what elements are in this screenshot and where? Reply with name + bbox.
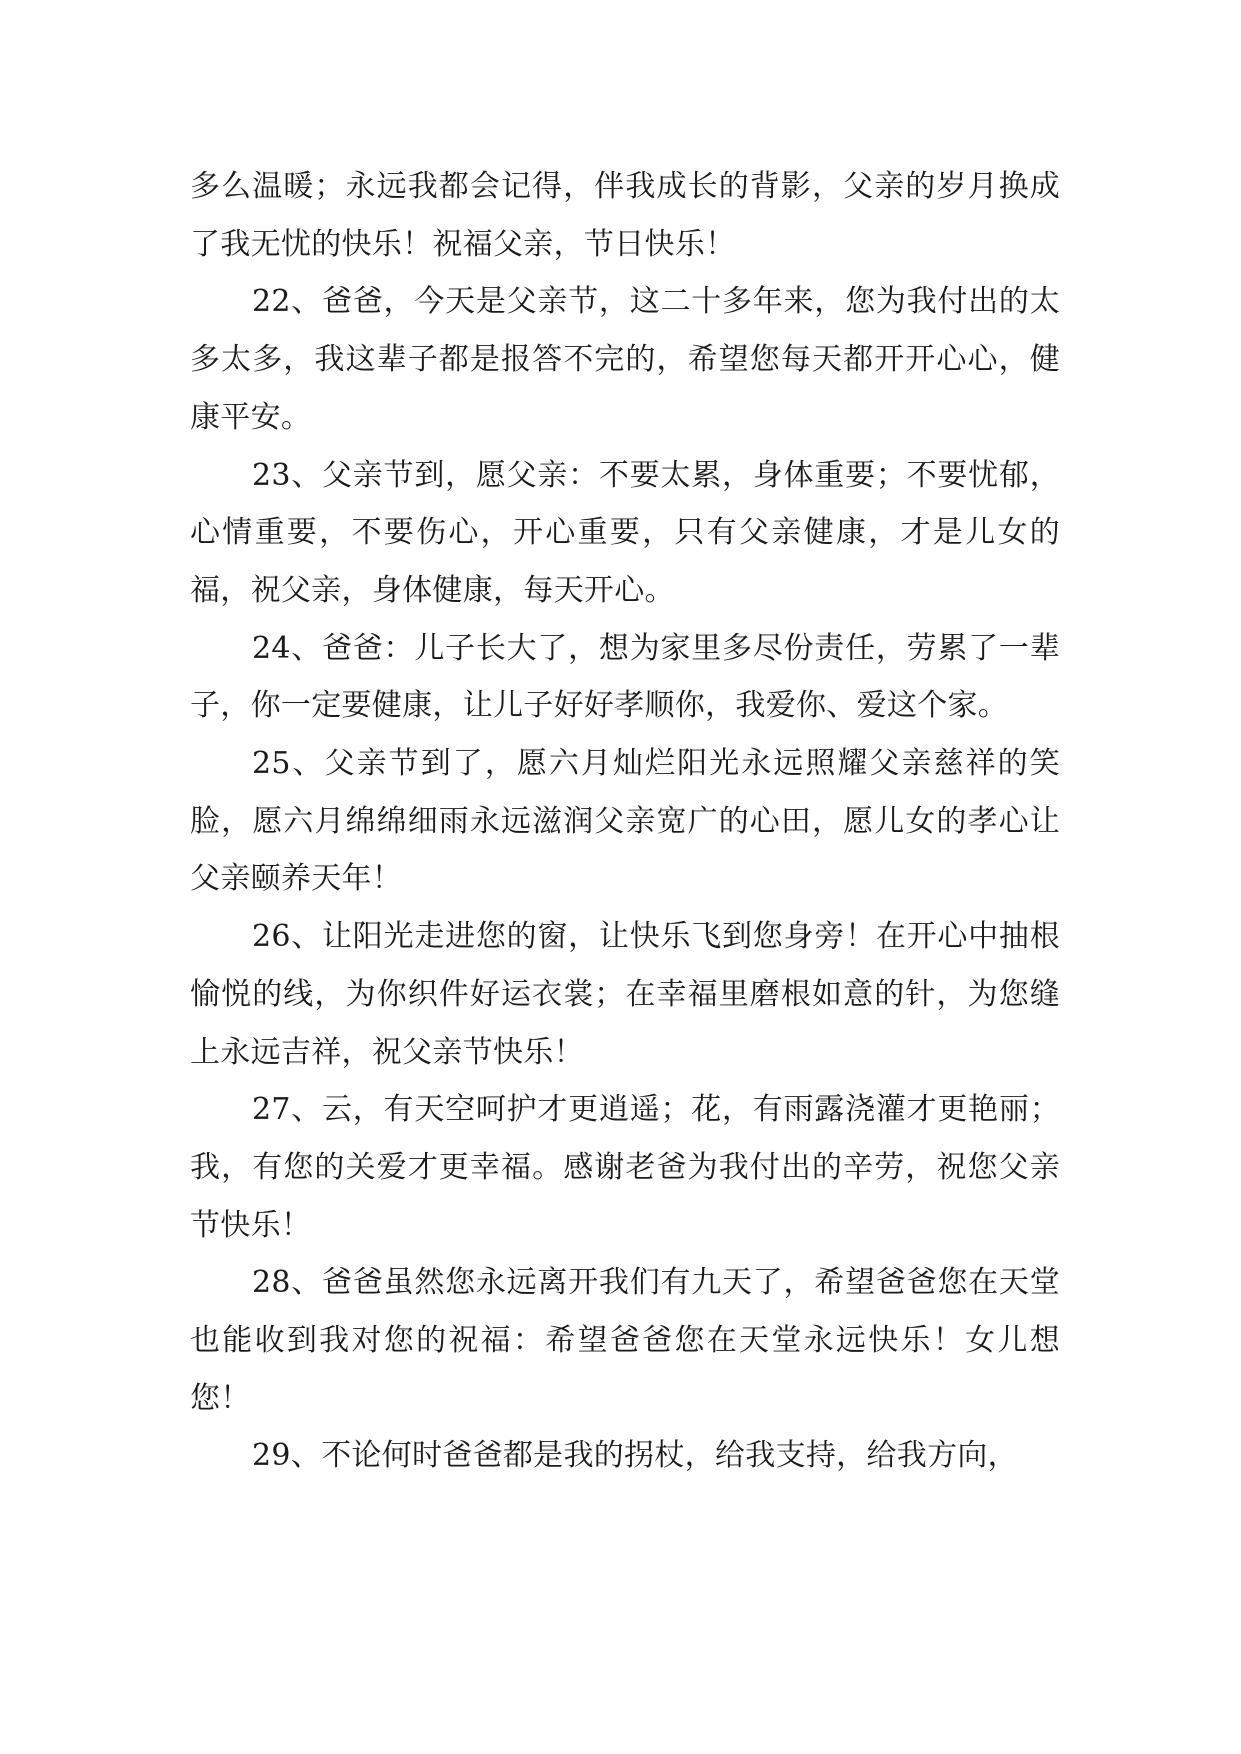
document-body <box>190 158 1060 1485</box>
paragraph-24: 24、爸爸：儿子长大了，想为家里多尽份责任，劳累了一辈子，你一定要健康，让儿子好好孝顺你，我爱你、爱这个家。 <box>190 630 1060 724</box>
paragraph-28: 28、爸爸虽然您永远离开我们有九天了，希望爸爸您在天堂也能收到我对您的祝福：希望爸爸您在天堂永远快乐！女儿想您！ <box>190 1265 1060 1416</box>
paragraph-26: 26、让阳光走进您的窗，让快乐飞到您身旁！在开心中抽根愉悦的线，为你织件好运衣裳；在幸福里磨根如意的针，为您缝上永远吉祥，祝父亲节快乐！ <box>190 919 1060 1070</box>
paragraph-25: 25、父亲节到了，愿六月灿烂阳光永远照耀父亲慈祥的笑脸，愿六月绵绵细雨永远滋润父亲宽广的心田，愿儿女的孝心让父亲颐养天年！ <box>190 746 1060 897</box>
paragraph-23: 23、父亲节到，愿父亲：不要太累，身体重要；不要忧郁，心情重要，不要伤心，开心重要，只有父亲健康，才是儿女的福，祝父亲，身体健康，每天开心。 <box>190 457 1060 608</box>
paragraph-continuation: 多么温暖；永远我都会记得，伴我成长的背影，父亲的岁月换成了我无忧的快乐！祝福父亲，节日快乐！ <box>190 169 1060 262</box>
paragraph-22: 22、爸爸，今天是父亲节，这二十多年来，您为我付出的太多太多，我这辈子都是报答不完的，希望您每天都开开心心，健康平安。 <box>190 284 1060 435</box>
paragraph-29: 29、不论何时爸爸都是我的拐杖，给我支持，给我方向， <box>252 1438 1018 1474</box>
paragraph-27: 27、云，有天空呵护才更逍遥；花，有雨露浇灌才更艳丽；我，有您的关爱才更幸福。感谢老爸为我付出的辛劳，祝您父亲节快乐！ <box>190 1092 1060 1243</box>
